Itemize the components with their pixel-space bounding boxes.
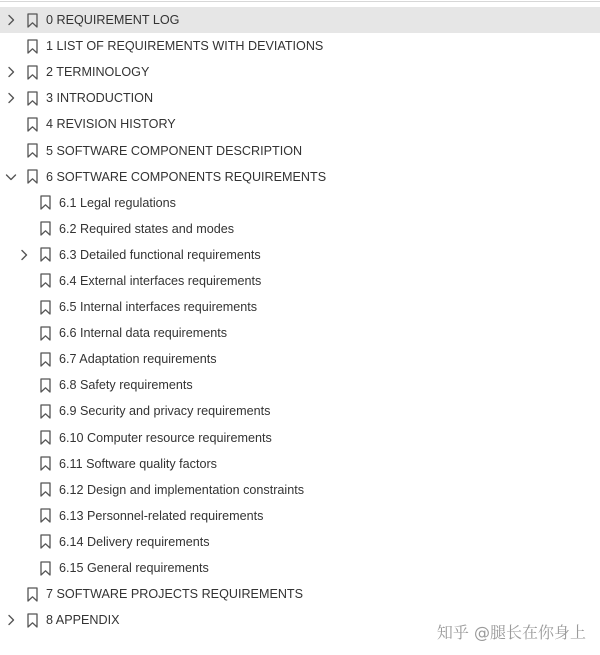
outline-item-label: 6.13 Personnel-related requirements xyxy=(59,508,264,523)
outline-item[interactable] xyxy=(0,59,600,85)
chevron-spacer xyxy=(4,39,18,53)
outline-item[interactable] xyxy=(0,164,600,190)
chevron-right-icon[interactable] xyxy=(4,613,18,627)
bookmark-icon xyxy=(26,612,38,628)
outline-item[interactable] xyxy=(0,529,600,555)
outline-item[interactable] xyxy=(0,477,600,503)
chevron-spacer xyxy=(17,431,31,445)
outline-item-label: 6.7 Adaptation requirements xyxy=(59,352,217,367)
chevron-spacer xyxy=(17,404,31,418)
outline-item-label: 6 SOFTWARE COMPONENTS REQUIREMENTS xyxy=(46,169,327,184)
bookmark-icon xyxy=(39,221,51,237)
outline-item[interactable] xyxy=(0,216,600,242)
outline-item[interactable] xyxy=(0,320,600,346)
bookmark-icon xyxy=(39,482,51,498)
outline-item-label: 6.5 Internal interfaces requirements xyxy=(59,300,258,315)
outline-item-label: 8 APPENDIX xyxy=(46,613,120,628)
chevron-spacer xyxy=(17,561,31,575)
chevron-spacer xyxy=(17,326,31,340)
bookmark-icon xyxy=(39,195,51,211)
outline-item[interactable] xyxy=(0,242,600,268)
outline-item[interactable] xyxy=(0,346,600,372)
chevron-spacer xyxy=(17,274,31,288)
bookmark-icon xyxy=(39,456,51,472)
outline-item-label: 6.1 Legal regulations xyxy=(59,195,176,210)
bookmark-icon xyxy=(39,325,51,341)
bookmark-icon xyxy=(39,534,51,550)
chevron-spacer xyxy=(4,144,18,158)
outline-item-label: 0 REQUIREMENT LOG xyxy=(46,13,180,28)
bookmark-icon xyxy=(26,90,38,106)
outline-item[interactable] xyxy=(0,294,600,320)
outline-item-label: 6.3 Detailed functional requirements xyxy=(59,247,261,262)
outline-item[interactable] xyxy=(0,85,600,111)
chevron-spacer xyxy=(17,535,31,549)
outline-item-label: 7 SOFTWARE PROJECTS REQUIREMENTS xyxy=(46,587,304,602)
bookmark-icon xyxy=(39,351,51,367)
chevron-right-icon[interactable] xyxy=(4,91,18,105)
outline-item[interactable] xyxy=(0,33,600,59)
bookmark-outline-tree xyxy=(0,7,600,633)
chevron-right-icon[interactable] xyxy=(17,248,31,262)
bookmark-icon xyxy=(39,430,51,446)
chevron-down-icon[interactable] xyxy=(4,170,18,184)
outline-item-label: 4 REVISION HISTORY xyxy=(46,117,176,132)
chevron-spacer xyxy=(17,457,31,471)
chevron-spacer xyxy=(4,587,18,601)
bookmark-icon xyxy=(39,377,51,393)
outline-item-label: 6.6 Internal data requirements xyxy=(59,326,228,341)
outline-item-label: 6.8 Safety requirements xyxy=(59,378,193,393)
outline-item[interactable] xyxy=(0,372,600,398)
outline-item-label: 2 TERMINOLOGY xyxy=(46,65,150,80)
outline-item[interactable] xyxy=(0,7,600,33)
outline-item-label: 3 INTRODUCTION xyxy=(46,91,154,106)
outline-item[interactable] xyxy=(0,268,600,294)
bookmark-icon xyxy=(26,38,38,54)
chevron-spacer xyxy=(17,222,31,236)
chevron-spacer xyxy=(17,378,31,392)
outline-item-label: 1 LIST OF REQUIREMENTS WITH DEVIATIONS xyxy=(46,39,324,54)
chevron-spacer xyxy=(17,300,31,314)
bookmark-icon xyxy=(39,273,51,289)
outline-item[interactable] xyxy=(0,451,600,477)
bookmark-icon xyxy=(39,299,51,315)
chevron-spacer xyxy=(17,483,31,497)
outline-item-label: 6.2 Required states and modes xyxy=(59,221,235,236)
bookmark-icon xyxy=(26,12,38,28)
outline-item[interactable] xyxy=(0,555,600,581)
chevron-spacer xyxy=(17,196,31,210)
watermark-text: 知乎 @腿长在你身上 xyxy=(436,623,586,642)
outline-item-label: 5 SOFTWARE COMPONENT DESCRIPTION xyxy=(46,143,303,158)
bookmark-icon xyxy=(26,586,38,602)
outline-item-label: 6.14 Delivery requirements xyxy=(59,534,210,549)
outline-item[interactable] xyxy=(0,581,600,607)
outline-item[interactable] xyxy=(0,111,600,137)
top-divider xyxy=(0,1,600,2)
chevron-spacer xyxy=(4,117,18,131)
outline-item-label: 6.9 Security and privacy requirements xyxy=(59,404,271,419)
bookmark-icon xyxy=(26,143,38,159)
outline-item[interactable] xyxy=(0,503,600,529)
bookmark-icon xyxy=(39,247,51,263)
outline-item[interactable] xyxy=(0,137,600,163)
chevron-right-icon[interactable] xyxy=(4,13,18,27)
chevron-spacer xyxy=(17,509,31,523)
chevron-right-icon[interactable] xyxy=(4,65,18,79)
chevron-spacer xyxy=(17,352,31,366)
bookmark-icon xyxy=(26,64,38,80)
bookmark-icon xyxy=(26,116,38,132)
outline-item[interactable] xyxy=(0,425,600,451)
bookmark-icon xyxy=(39,560,51,576)
outline-item-label: 6.12 Design and implementation constraints xyxy=(59,482,305,497)
outline-item[interactable] xyxy=(0,398,600,424)
bookmark-icon xyxy=(39,508,51,524)
outline-item[interactable] xyxy=(0,190,600,216)
outline-item-label: 6.15 General requirements xyxy=(59,561,209,576)
bookmark-icon xyxy=(39,403,51,419)
outline-item-label: 6.11 Software quality factors xyxy=(59,456,217,471)
bookmark-icon xyxy=(26,169,38,185)
outline-item-label: 6.4 External interfaces requirements xyxy=(59,273,262,288)
outline-item-label: 6.10 Computer resource requirements xyxy=(59,430,272,445)
